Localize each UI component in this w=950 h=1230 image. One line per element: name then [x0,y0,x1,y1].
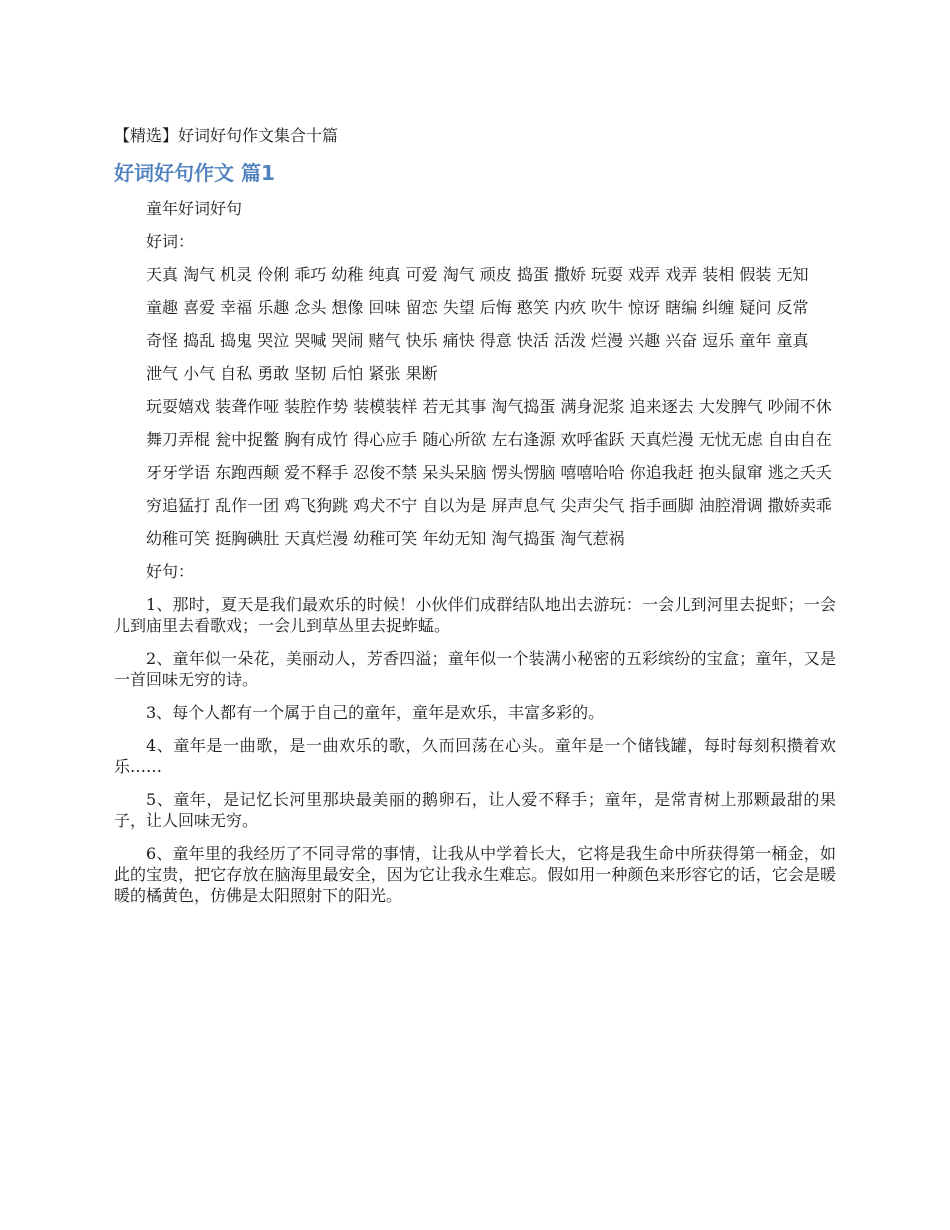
paragraph-idiom-list: 舞刀弄棍 瓮中捉鳖 胸有成竹 得心应手 随心所欲 左右逢源 欢呼雀跃 天真烂漫 无忧无虑 自由自在 [146,430,832,449]
paragraph-idiom-list: 穷追猛打 乱作一团 鸡飞狗跳 鸡犬不宁 自以为是 屏声息气 尖声尖气 指手画脚 油腔滑调 撒娇卖乖 [146,496,832,515]
paragraph-word-list: 奇怪 捣乱 捣鬼 哭泣 哭喊 哭闹 赌气 快乐 痛快 得意 快活 活泼 烂漫 兴趣 兴奋 逗乐 童年 童真 [146,331,809,350]
paragraph-sentence: 5、童年，是记忆长河里那块最美丽的鹅卵石，让人爱不释手；童年，是常青树上那颗最甜的果子，让人回味无穷。 [114,790,836,830]
paragraph-idiom-list: 牙牙学语 东跑西颠 爱不释手 忍俊不禁 呆头呆脑 愣头愣脑 嘻嘻哈哈 你追我赶 抱头鼠窜 逃之夭夭 [146,463,832,482]
paragraph-sentence: 3、每个人都有一个属于自己的童年，童年是欢乐，丰富多彩的。 [146,703,605,722]
paragraph-sentence: 4、童年是一曲歌，是一曲欢乐的歌，久而回荡在心头。童年是一个储钱罐，每时每刻积攒着欢乐…… [114,736,836,776]
document-body [114,124,836,918]
document-title: 【精选】好词好句作文集合十篇 [114,126,339,145]
paragraph-idiom-list: 玩耍嬉戏 装聋作哑 装腔作势 装模装样 若无其事 淘气捣蛋 满身泥浆 追来逐去 大发脾气 吵闹不休 [146,397,832,416]
paragraph-good-sentences-label: 好句： [146,562,195,581]
paragraph-subtitle: 童年好词好句 [146,199,243,218]
paragraph-word-list: 天真 淘气 机灵 伶俐 乖巧 幼稚 纯真 可爱 淘气 顽皮 捣蛋 撒娇 玩耍 戏弄 戏弄 装相 假装 无知 [146,265,809,284]
paragraph-good-words-label: 好词： [146,232,195,251]
paragraph-sentence: 2、童年似一朵花，美丽动人，芳香四溢；童年似一个装满小秘密的五彩缤纷的宝盒；童年，又是一首回味无穷的诗。 [114,649,836,689]
paragraph-sentence: 6、童年里的我经历了不同寻常的事情，让我从中学着长大，它将是我生命中所获得第一桶金，如此的宝贵，把它存放在脑海里最安全，因为它让我永生难忘。假如用一种颜色来形容它的话，它会是暖暖的橘黄色，仿佛是太阳照射下的阳光。 [114,844,836,905]
paragraph-idiom-list: 幼稚可笑 挺胸碘肚 天真烂漫 幼稚可笑 年幼无知 淘气捣蛋 淘气惹祸 [146,529,625,548]
section-heading: 好词好句作文 篇1 [114,161,275,185]
paragraph-word-list: 童趣 喜爱 幸福 乐趣 念头 想像 回味 留恋 失望 后悔 憨笑 内疚 吹牛 惊讶 瞎编 纠缠 疑问 反常 [146,298,809,317]
paragraph-sentence: 1、那时，夏天是我们最欢乐的时候！小伙伴们成群结队地出去游玩：一会儿到河里去捉虾；一会儿到庙里去看歌戏；一会儿到草丛里去捉蚱蜢。 [114,595,836,635]
paragraph-word-list: 泄气 小气 自私 勇敢 坚韧 后怕 紧张 果断 [146,364,438,383]
